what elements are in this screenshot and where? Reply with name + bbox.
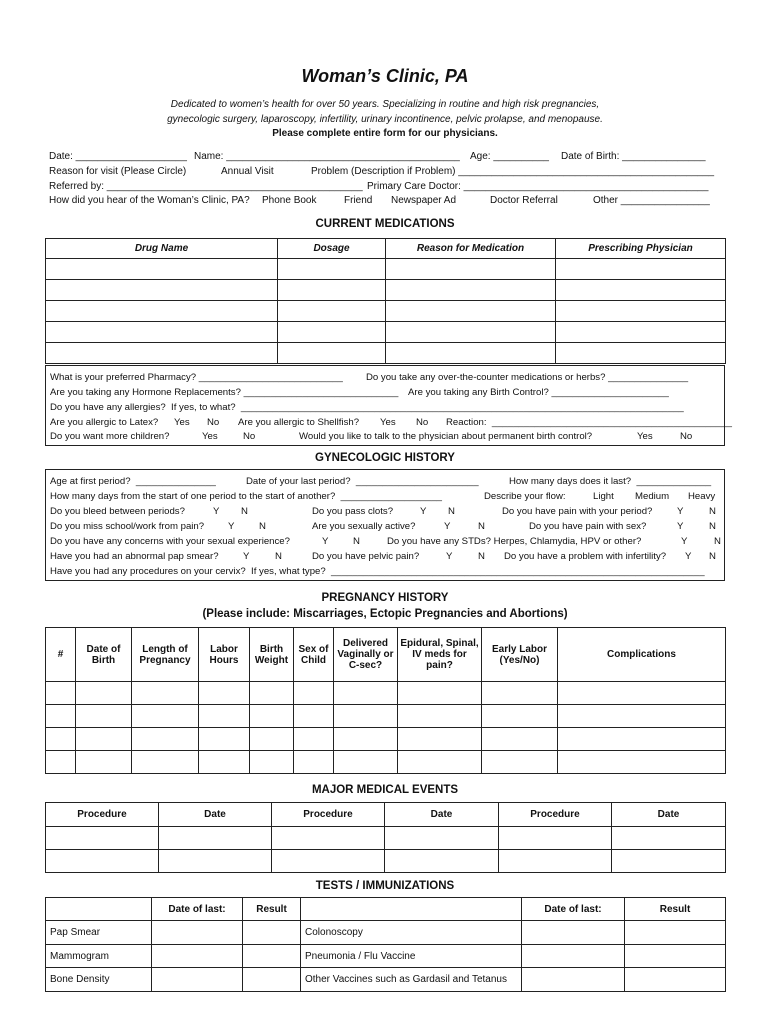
table-cell[interactable] xyxy=(46,280,278,301)
other-field[interactable]: Other ________________ xyxy=(593,195,710,206)
latex-label: Are you allergic to Latex? xyxy=(50,417,159,428)
table-cell[interactable] xyxy=(250,728,294,751)
problem-field[interactable]: Problem (Description if Problem) ______________________________________________ xyxy=(311,166,715,177)
pap-y[interactable]: Y xyxy=(243,551,250,562)
table-cell[interactable] xyxy=(386,343,556,364)
pelvic-y[interactable]: Y xyxy=(446,551,453,562)
col-epidural: Epidural, Spinal, IV meds for pain? xyxy=(398,628,482,682)
events-heading: MAJOR MEDICAL EVENTS xyxy=(311,784,459,796)
bleed-label: Do you bleed between periods? xyxy=(50,506,185,517)
table-cell[interactable] xyxy=(278,343,386,364)
active-label: Are you sexually active? xyxy=(312,521,416,532)
table-row xyxy=(46,343,726,364)
col-dosage: Dosage xyxy=(278,239,386,259)
table-cell[interactable] xyxy=(152,968,243,992)
reaction-field[interactable]: Reaction: _____________________________________________ xyxy=(446,417,732,428)
bleed-y[interactable]: Y xyxy=(213,506,220,517)
table-cell[interactable] xyxy=(278,280,386,301)
table-cell[interactable] xyxy=(612,850,726,873)
tests-header-row xyxy=(46,898,726,921)
table-cell[interactable] xyxy=(482,705,558,728)
col-drug-name: Drug Name xyxy=(46,239,278,259)
stds-label: Do you have any STDs? Herpes, Chlamydia, HPV or other? xyxy=(387,536,642,547)
pain-period-label: Do you have pain with your period? xyxy=(502,506,653,517)
events-header-row xyxy=(46,803,726,827)
tests-table xyxy=(45,897,726,992)
table-cell[interactable] xyxy=(132,705,199,728)
col-birth-weight: Birth Weight xyxy=(250,628,294,682)
table-cell[interactable] xyxy=(499,850,612,873)
table-cell[interactable] xyxy=(334,751,398,774)
infertility-n[interactable]: N xyxy=(709,551,716,562)
table-cell[interactable] xyxy=(152,921,243,945)
children-yes[interactable]: Yes xyxy=(202,431,218,442)
pregnancy-heading: PREGNANCY HISTORY xyxy=(321,592,449,604)
test-pneumonia-flu: Pneumonia / Flu Vaccine xyxy=(301,945,522,968)
col-date-1: Date xyxy=(159,803,272,827)
table-cell[interactable] xyxy=(558,751,726,774)
form-instruction: Please complete entire form for our physicians. xyxy=(272,128,498,139)
cervix-field[interactable]: Have you had any procedures on your cervix? If yes, what type? ______________________________________________________________________ xyxy=(50,566,705,577)
col-date-of-last-2: Date of last: xyxy=(522,898,625,921)
stds-n[interactable]: N xyxy=(714,536,721,547)
table-cell[interactable] xyxy=(76,682,132,705)
medications-table xyxy=(45,238,726,364)
stds-y[interactable]: Y xyxy=(681,536,688,547)
table-cell[interactable] xyxy=(334,728,398,751)
test-pap-smear: Pap Smear xyxy=(46,921,152,945)
infertility-label: Do you have a problem with infertility? xyxy=(504,551,667,562)
table-cell[interactable] xyxy=(199,751,250,774)
hear-label: How did you hear of the Woman’s Clinic, PA? xyxy=(49,195,250,206)
table-cell[interactable] xyxy=(278,322,386,343)
table-cell[interactable] xyxy=(482,728,558,751)
table-cell[interactable] xyxy=(612,827,726,850)
pain-sex-y[interactable]: Y xyxy=(677,521,684,532)
pain-period-n[interactable]: N xyxy=(709,506,716,517)
pain-sex-label: Do you have pain with sex? xyxy=(529,521,647,532)
table-cell[interactable] xyxy=(558,705,726,728)
pap-label: Have you had an abnormal pap smear? xyxy=(50,551,219,562)
table-cell[interactable] xyxy=(243,968,301,992)
otc-field[interactable]: Do you take any over-the-counter medications or herbs? _______________ xyxy=(366,372,689,383)
table-cell[interactable] xyxy=(46,850,159,873)
clots-n[interactable]: N xyxy=(448,506,455,517)
table-cell[interactable] xyxy=(398,682,482,705)
bleed-n[interactable]: N xyxy=(241,506,248,517)
table-cell[interactable] xyxy=(46,705,76,728)
table-cell[interactable] xyxy=(499,827,612,850)
table-row xyxy=(46,921,726,945)
table-cell[interactable] xyxy=(159,850,272,873)
friend-option[interactable]: Friend xyxy=(344,195,373,206)
pregnancy-subheading: (Please include: Miscarriages, Ectopic Pregnancies and Abortions) xyxy=(202,608,568,620)
test-other-vaccines: Other Vaccines such as Gardasil and Tetanus xyxy=(301,968,522,992)
clinic-title: Woman’s Clinic, PA xyxy=(301,66,469,86)
days-last-field[interactable]: How many days does it last? ______________ xyxy=(509,476,712,487)
tagline-line-1: Dedicated to women’s health for over 50 years. Specializing in routine and high risk pregnancies, xyxy=(170,99,600,110)
col-test-name xyxy=(46,898,152,921)
table-cell[interactable] xyxy=(294,751,334,774)
referred-by-field[interactable]: Referred by: ______________________________________________ xyxy=(49,181,363,192)
col-procedure-1: Procedure xyxy=(46,803,159,827)
test-mammogram: Mammogram xyxy=(46,945,152,968)
col-delivered: Delivered Vaginally or C-sec? xyxy=(334,628,398,682)
table-cell[interactable] xyxy=(398,705,482,728)
table-cell[interactable] xyxy=(558,682,726,705)
table-cell[interactable] xyxy=(625,945,726,968)
table-row xyxy=(46,850,726,873)
table-cell[interactable] xyxy=(334,682,398,705)
table-cell[interactable] xyxy=(556,343,726,364)
table-row xyxy=(46,322,726,343)
table-cell[interactable] xyxy=(159,827,272,850)
col-test-name-2 xyxy=(301,898,522,921)
flow-label: Describe your flow: xyxy=(484,491,566,502)
test-colonoscopy: Colonoscopy xyxy=(301,921,522,945)
flow-light[interactable]: Light xyxy=(593,491,614,502)
clots-y[interactable]: Y xyxy=(420,506,427,517)
tagline-line-2: gynecologic surgery, laparoscopy, infertility, urinary incontinence, pelvic prolapse, and menopause. xyxy=(167,114,603,125)
table-cell[interactable] xyxy=(132,751,199,774)
col-result: Result xyxy=(243,898,301,921)
col-labor-hours: Labor Hours xyxy=(199,628,250,682)
clots-label: Do you pass clots? xyxy=(312,506,394,517)
infertility-y[interactable]: Y xyxy=(685,551,692,562)
medications-heading: CURRENT MEDICATIONS xyxy=(315,218,455,230)
flow-heavy[interactable]: Heavy xyxy=(688,491,716,502)
col-procedure-3: Procedure xyxy=(499,803,612,827)
table-cell[interactable] xyxy=(556,301,726,322)
table-row xyxy=(46,827,726,850)
latex-yes[interactable]: Yes xyxy=(174,417,190,428)
col-number: # xyxy=(46,628,76,682)
age-field[interactable]: Age: __________ xyxy=(470,151,549,162)
latex-no[interactable]: No xyxy=(207,417,220,428)
test-bone-density: Bone Density xyxy=(46,968,152,992)
table-cell[interactable] xyxy=(522,921,625,945)
col-sex: Sex of Child xyxy=(294,628,334,682)
pelvic-n[interactable]: N xyxy=(478,551,485,562)
table-cell[interactable] xyxy=(294,728,334,751)
shellfish-no[interactable]: No xyxy=(416,417,429,428)
col-date-3: Date xyxy=(612,803,726,827)
table-cell[interactable] xyxy=(278,259,386,280)
table-cell[interactable] xyxy=(556,280,726,301)
table-cell[interactable] xyxy=(294,705,334,728)
table-row xyxy=(46,705,726,728)
table-cell[interactable] xyxy=(386,301,556,322)
table-cell[interactable] xyxy=(76,728,132,751)
table-cell[interactable] xyxy=(272,850,385,873)
active-y[interactable]: Y xyxy=(444,521,451,532)
table-cell[interactable] xyxy=(243,945,301,968)
last-period-field[interactable]: Date of your last period? _______________________ xyxy=(246,476,479,487)
sterilization-yes[interactable]: Yes xyxy=(637,431,653,442)
sterilization-no[interactable]: No xyxy=(680,431,693,442)
table-cell[interactable] xyxy=(46,827,159,850)
pelvic-label: Do you have pelvic pain? xyxy=(312,551,420,562)
col-date-2: Date xyxy=(385,803,499,827)
flow-medium[interactable]: Medium xyxy=(635,491,670,502)
table-cell[interactable] xyxy=(522,968,625,992)
annual-visit-option[interactable]: Annual Visit xyxy=(221,166,274,177)
col-complications: Complications xyxy=(558,628,726,682)
table-row xyxy=(46,682,726,705)
concerns-y[interactable]: Y xyxy=(322,536,329,547)
table-cell[interactable] xyxy=(385,850,499,873)
pain-period-y[interactable]: Y xyxy=(677,506,684,517)
table-cell[interactable] xyxy=(46,259,278,280)
col-reason: Reason for Medication xyxy=(386,239,556,259)
table-cell[interactable] xyxy=(398,728,482,751)
col-early-labor: Early Labor (Yes/No) xyxy=(482,628,558,682)
dob-field[interactable]: Date of Birth: _______________ xyxy=(561,151,706,162)
cycle-field[interactable]: How many days from the start of one period to the start of another? ___________________ xyxy=(50,491,443,502)
table-cell[interactable] xyxy=(152,945,243,968)
table-cell[interactable] xyxy=(199,705,250,728)
col-date-of-last: Date of last: xyxy=(152,898,243,921)
table-cell[interactable] xyxy=(556,322,726,343)
miss-school-y[interactable]: Y xyxy=(228,521,235,532)
table-cell[interactable] xyxy=(482,751,558,774)
table-cell[interactable] xyxy=(199,682,250,705)
newspaper-option[interactable]: Newspaper Ad xyxy=(391,195,457,206)
table-cell[interactable] xyxy=(250,682,294,705)
table-row xyxy=(46,301,726,322)
col-result-2: Result xyxy=(625,898,726,921)
table-cell[interactable] xyxy=(385,827,499,850)
children-no[interactable]: No xyxy=(243,431,256,442)
pregnancy-header-row xyxy=(46,628,726,682)
tests-heading: TESTS / IMMUNIZATIONS xyxy=(315,880,455,892)
table-row xyxy=(46,280,726,301)
table-cell[interactable] xyxy=(46,728,76,751)
events-table xyxy=(45,802,726,873)
shellfish-yes[interactable]: Yes xyxy=(380,417,396,428)
date-field[interactable]: Date: ____________________ xyxy=(49,151,187,162)
table-cell[interactable] xyxy=(132,728,199,751)
gyn-heading: GYNECOLOGIC HISTORY xyxy=(315,452,455,464)
pain-sex-n[interactable]: N xyxy=(709,521,716,532)
active-n[interactable]: N xyxy=(478,521,485,532)
children-label: Do you want more children? xyxy=(50,431,170,442)
table-cell[interactable] xyxy=(46,343,278,364)
table-cell[interactable] xyxy=(46,682,76,705)
reason-label: Reason for visit (Please Circle) xyxy=(49,166,187,177)
table-row xyxy=(46,259,726,280)
table-cell[interactable] xyxy=(278,301,386,322)
shellfish-label: Are you allergic to Shellfish? xyxy=(238,417,360,428)
name-field[interactable]: Name: __________________________________________ xyxy=(194,151,460,162)
table-cell[interactable] xyxy=(558,728,726,751)
table-cell[interactable] xyxy=(625,921,726,945)
col-procedure-2: Procedure xyxy=(272,803,385,827)
doctor-referral-option[interactable]: Doctor Referral xyxy=(490,195,558,206)
table-row xyxy=(46,945,726,968)
allergies-field[interactable]: Do you have any allergies? If yes, to what? ___________________________________________________________________________________ xyxy=(50,402,684,413)
col-physician: Prescribing Physician xyxy=(556,239,726,259)
concerns-label: Do you have any concerns with your sexual experience? xyxy=(50,536,290,547)
table-cell[interactable] xyxy=(482,682,558,705)
miss-school-n[interactable]: N xyxy=(259,521,266,532)
table-cell[interactable] xyxy=(76,751,132,774)
col-length: Length of Pregnancy xyxy=(132,628,199,682)
table-cell[interactable] xyxy=(46,751,76,774)
concerns-n[interactable]: N xyxy=(353,536,360,547)
col-date-of-birth: Date of Birth xyxy=(76,628,132,682)
table-cell[interactable] xyxy=(272,827,385,850)
table-row xyxy=(46,728,726,751)
pregnancy-table xyxy=(45,627,726,774)
table-cell[interactable] xyxy=(398,751,482,774)
sterilization-label: Would you like to talk to the physician about permanent birth control? xyxy=(299,431,593,442)
table-row xyxy=(46,751,726,774)
table-cell[interactable] xyxy=(132,682,199,705)
table-cell[interactable] xyxy=(386,280,556,301)
table-cell[interactable] xyxy=(294,682,334,705)
table-cell[interactable] xyxy=(46,301,278,322)
pharmacy-field[interactable]: What is your preferred Pharmacy? ___________________________ xyxy=(50,372,343,383)
birth-control-field[interactable]: Are you taking any Birth Control? ______________________ xyxy=(408,387,669,398)
medication-questions-box xyxy=(45,365,732,446)
table-cell[interactable] xyxy=(625,968,726,992)
table-cell[interactable] xyxy=(386,322,556,343)
pcp-field[interactable]: Primary Care Doctor: ____________________________________________ xyxy=(367,181,709,192)
table-cell[interactable] xyxy=(199,728,250,751)
pap-n[interactable]: N xyxy=(275,551,282,562)
table-cell[interactable] xyxy=(334,705,398,728)
miss-school-label: Do you miss school/work from pain? xyxy=(50,521,205,532)
table-cell[interactable] xyxy=(556,259,726,280)
table-cell[interactable] xyxy=(250,705,294,728)
gyn-history-box xyxy=(45,469,725,581)
table-cell[interactable] xyxy=(522,945,625,968)
table-cell[interactable] xyxy=(386,259,556,280)
hormone-field[interactable]: Are you taking any Hormone Replacements? _____________________________ xyxy=(50,387,399,398)
table-cell[interactable] xyxy=(76,705,132,728)
first-period-field[interactable]: Age at first period? _______________ xyxy=(50,476,216,487)
table-cell[interactable] xyxy=(250,751,294,774)
table-cell[interactable] xyxy=(243,921,301,945)
phone-book-option[interactable]: Phone Book xyxy=(262,195,317,206)
table-row xyxy=(46,968,726,992)
medications-header-row xyxy=(46,239,726,259)
table-cell[interactable] xyxy=(46,322,278,343)
